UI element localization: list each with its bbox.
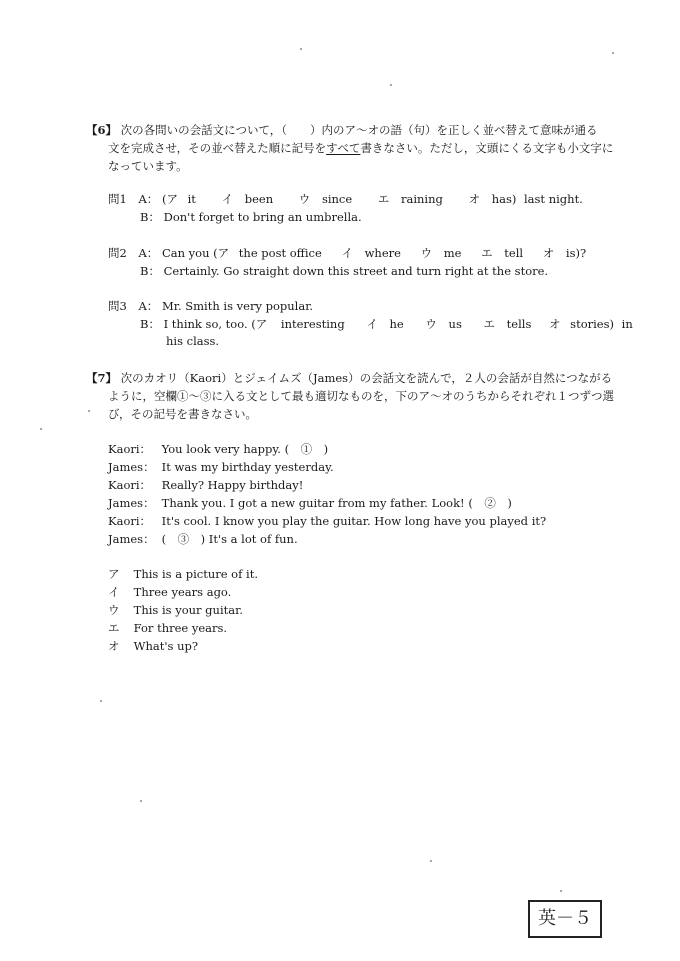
q3-b-speaker: B：	[140, 317, 160, 331]
dialogue-text: It was my birthday yesterday.	[161, 460, 334, 474]
q1-opt-3-word: since	[321, 192, 353, 206]
q2-opt-3-mark: ウ	[420, 246, 433, 260]
dialogue-speaker: James：	[108, 496, 155, 510]
choice-item	[108, 566, 258, 582]
section-6-underlined-word: すべて	[326, 141, 361, 155]
q1-tail: last night.	[524, 192, 583, 206]
dialogue-speaker: James：	[108, 532, 155, 546]
q3-opt-2-mark: イ	[366, 317, 378, 331]
choice-mark: ウ	[108, 603, 120, 617]
q2-opt-2-mark: イ	[341, 246, 353, 260]
scan-speck	[40, 428, 42, 430]
choice-text: For three years.	[133, 621, 228, 635]
q1-opt-1-word: it	[187, 192, 196, 206]
dialogue-speaker: James：	[108, 460, 155, 474]
q3-b-tail: in	[621, 317, 633, 331]
choice-item	[108, 620, 227, 636]
choice-item	[108, 584, 231, 600]
scan-speck	[88, 410, 90, 412]
section-7-instructions-line2: ように，空欄①～③に入る文として最も適切なものを，下のア～オのうちからそれぞれ１つずつ選	[108, 389, 614, 403]
q3-opt-5-word: stories)	[570, 317, 614, 331]
q2-opt-1-word: the post office	[238, 246, 322, 260]
q3-opt-2-word: he	[389, 317, 404, 331]
dialogue-text: Thank you. I got a new guitar from my father. Look! ( ② )	[161, 496, 512, 510]
scan-speck	[560, 890, 562, 892]
choice-mark: オ	[108, 639, 120, 653]
page-number-box: 英－５	[528, 900, 602, 938]
scan-speck	[430, 860, 432, 862]
q2-opt-5-mark: オ	[542, 246, 555, 260]
q2-opt-4-word: tell	[504, 246, 524, 260]
dialogue-text: You look very happy. ( ① )	[161, 442, 329, 456]
dialogue-line	[108, 477, 303, 493]
q1-b-speaker: B：	[140, 210, 160, 224]
section-6-line1-text: 次の各問いの会話文について，（ ）内のア～オの語（句）を正しく並べ替えて意味が通る	[120, 123, 598, 137]
scan-speck	[100, 700, 102, 702]
q3-opt-4-mark: エ	[483, 317, 496, 331]
q3-opt-3-word: us	[448, 317, 462, 331]
section-6-number: 【6】	[86, 123, 118, 137]
q2-a-line	[108, 245, 586, 261]
dialogue-speaker: Kaori：	[108, 514, 152, 528]
q1-opt-2-mark: イ	[221, 192, 234, 206]
section-6-instructions-line1	[86, 122, 597, 138]
dialogue-line	[108, 513, 546, 529]
q3-opt-3-mark: ウ	[425, 317, 437, 331]
q2-opt-3-word: me	[443, 246, 462, 260]
q1-opt-4-mark: エ	[377, 192, 390, 206]
section-6-instructions-line3: なっています。	[108, 159, 188, 173]
q3-a-speaker: A：	[138, 299, 159, 313]
q1-label: 問1	[108, 192, 127, 206]
choice-text: This is a picture of it.	[133, 567, 258, 581]
q2-opt-2-word: where	[364, 246, 401, 260]
q3-a-line	[108, 298, 313, 314]
q1-opt-5-mark: オ	[468, 192, 481, 206]
section-6-line2-post: 書きなさい。ただし，文頭にくる文字も小文字に	[360, 141, 614, 155]
choice-mark: イ	[108, 585, 120, 599]
scan-speck	[390, 84, 392, 86]
q3-opt-4-word: tells	[506, 317, 532, 331]
q2-b-line	[140, 263, 548, 279]
q3-opt-1-word: interesting	[280, 317, 345, 331]
choice-mark: ア	[108, 567, 120, 581]
q3-label: 問3	[108, 299, 127, 313]
section-7-line1-text: 次のカオリ（Kaori）とジェイムズ（James）の会話文を読んで，２人の会話が自然につながる	[120, 371, 613, 385]
q1-a-speaker: A：	[138, 192, 159, 206]
q1-open: (ア	[161, 192, 178, 206]
q1-b-line	[140, 209, 362, 225]
section-6-line2-pre: 文を完成させ，その並べ替えた順に記号を	[108, 141, 327, 155]
choice-text: Three years ago.	[133, 585, 232, 599]
q3-b-pre: I think so, too. (ア	[163, 317, 268, 331]
dialogue-text: It's cool. I know you play the guitar. How long have you played it?	[161, 514, 547, 528]
q2-opt-5-word: is)?	[565, 246, 587, 260]
q1-opt-5-word: has)	[491, 192, 517, 206]
section-7-instructions-line1	[86, 370, 612, 386]
scan-speck	[140, 800, 142, 802]
q3-b-line2: his class.	[166, 334, 220, 348]
choice-text: What's up?	[133, 639, 199, 653]
q1-opt-3-mark: ウ	[298, 192, 311, 206]
q1-opt-4-word: raining	[400, 192, 443, 206]
q1-a-line	[108, 191, 583, 207]
dialogue-line	[108, 441, 328, 457]
dialogue-line	[108, 531, 298, 547]
q3-opt-5-mark: オ	[549, 317, 561, 331]
q3-a-text: Mr. Smith is very popular.	[161, 299, 314, 313]
q2-label: 問2	[108, 246, 127, 260]
dialogue-text: ( ③ ) It's a lot of fun.	[161, 532, 298, 546]
dialogue-text: Really? Happy birthday!	[161, 478, 304, 492]
q2-opt-4-mark: エ	[481, 246, 493, 260]
section-6-instructions-line2	[108, 140, 613, 156]
q2-b-text: Certainly. Go straight down this street and turn right at the store.	[163, 264, 549, 278]
q3-b-line	[140, 316, 633, 332]
scan-speck	[612, 52, 614, 54]
dialogue-line	[108, 495, 512, 511]
choice-item	[108, 602, 243, 618]
q2-b-speaker: B：	[140, 264, 160, 278]
q2-a-speaker: A：	[138, 246, 159, 260]
section-7-number: 【7】	[86, 371, 118, 385]
dialogue-speaker: Kaori：	[108, 442, 152, 456]
dialogue-speaker: Kaori：	[108, 478, 152, 492]
choice-item	[108, 638, 198, 654]
q1-opt-2-word: been	[244, 192, 274, 206]
choice-mark: エ	[108, 621, 120, 635]
choice-text: This is your guitar.	[133, 603, 243, 617]
scan-speck	[300, 48, 302, 50]
q1-b-text: Don't forget to bring an umbrella.	[163, 210, 362, 224]
q2-pre: Can you (ア	[161, 246, 230, 260]
section-7-instructions-line3: び，その記号を書きなさい。	[108, 407, 258, 421]
dialogue-line	[108, 459, 334, 475]
